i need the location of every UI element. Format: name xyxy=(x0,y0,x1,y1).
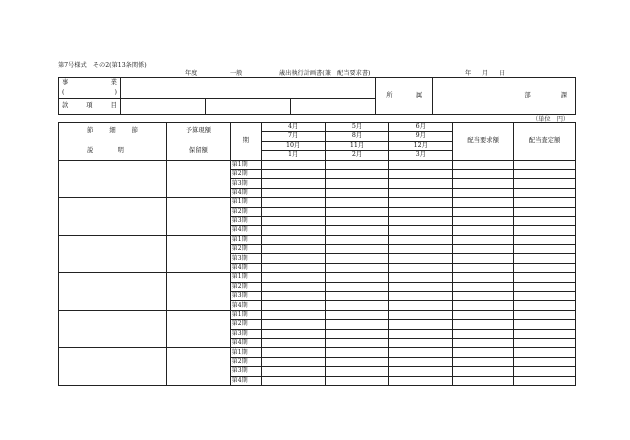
fiscal-year-label: 年度 xyxy=(185,70,198,77)
amount-cell xyxy=(261,310,325,319)
unit-label: （単位 円） xyxy=(532,116,570,123)
period-label: 第3期 xyxy=(230,254,261,263)
month-cell: 11月 xyxy=(325,141,389,150)
form-label: 第7号様式 その2(第13条関係) xyxy=(58,62,147,69)
amount-cell xyxy=(261,338,325,347)
amount-cell xyxy=(514,169,576,178)
period-label: 第1期 xyxy=(230,310,261,319)
period-label: 第4期 xyxy=(230,226,261,235)
setsu-cell xyxy=(59,198,167,236)
document-title: 歳出執行計画書(兼 配当要求書) xyxy=(279,70,371,77)
period-label: 第1期 xyxy=(230,198,261,207)
amount-cell xyxy=(453,376,514,385)
amount-cell xyxy=(325,179,389,188)
period-label: 第2期 xyxy=(230,357,261,366)
amount-cell xyxy=(389,235,453,244)
amount-cell xyxy=(514,282,576,291)
period-label: 第3期 xyxy=(230,216,261,225)
period-label: 第2期 xyxy=(230,245,261,254)
amount-cell xyxy=(261,367,325,376)
amount-cell xyxy=(389,310,453,319)
amount-cell xyxy=(389,169,453,178)
amount-cell xyxy=(453,179,514,188)
amount-cell xyxy=(389,338,453,347)
amount-cell xyxy=(389,273,453,282)
amount-cell xyxy=(514,263,576,272)
execution-plan-table xyxy=(58,122,576,386)
amount-cell xyxy=(261,235,325,244)
month-cell: 10月 xyxy=(261,141,325,150)
amount-cell xyxy=(453,301,514,310)
col-setsu-setsumei: 節 細 節 説 明 xyxy=(59,123,167,161)
amount-cell xyxy=(453,235,514,244)
amount-cell xyxy=(389,376,453,385)
period-label: 第2期 xyxy=(230,320,261,329)
amount-cell xyxy=(261,376,325,385)
amount-cell xyxy=(261,301,325,310)
amount-cell xyxy=(453,320,514,329)
col-yosan-horyu: 予算現額 保留額 xyxy=(166,123,230,161)
amount-cell xyxy=(261,282,325,291)
amount-cell xyxy=(325,292,389,301)
amount-cell xyxy=(325,376,389,385)
table-row xyxy=(59,310,576,319)
amount-cell xyxy=(261,160,325,169)
shozoku-value: 部 課 xyxy=(433,78,576,115)
account-category: 一般 xyxy=(230,70,243,77)
amount-cell xyxy=(325,254,389,263)
period-label: 第4期 xyxy=(230,338,261,347)
amount-cell xyxy=(453,367,514,376)
period-label: 第4期 xyxy=(230,301,261,310)
amount-cell xyxy=(389,226,453,235)
amount-cell xyxy=(453,188,514,197)
amount-cell xyxy=(514,329,576,338)
setsu-cell xyxy=(59,235,167,273)
month-cell: 3月 xyxy=(389,151,453,160)
table-row xyxy=(59,348,576,357)
amount-cell xyxy=(389,329,453,338)
period-label: 第4期 xyxy=(230,376,261,385)
amount-cell xyxy=(514,320,576,329)
amount-cell xyxy=(261,273,325,282)
period-label: 第3期 xyxy=(230,179,261,188)
month-cell: 2月 xyxy=(325,151,389,160)
month-cell: 12月 xyxy=(389,141,453,150)
yosan-cell xyxy=(166,273,230,311)
amount-cell xyxy=(389,357,453,366)
date-month: 月 xyxy=(482,70,489,77)
amount-cell xyxy=(514,367,576,376)
amount-cell xyxy=(514,235,576,244)
amount-cell xyxy=(514,245,576,254)
date-day: 日 xyxy=(499,70,506,77)
yosan-cell xyxy=(166,198,230,236)
period-label: 第2期 xyxy=(230,282,261,291)
jigyo-label-top: 事 業 xyxy=(59,78,121,89)
amount-cell xyxy=(325,169,389,178)
amount-cell xyxy=(514,338,576,347)
amount-cell xyxy=(514,179,576,188)
yosan-cell xyxy=(166,160,230,198)
amount-cell xyxy=(514,292,576,301)
jigyo-value xyxy=(120,78,375,89)
amount-cell xyxy=(514,216,576,225)
header-info-table xyxy=(58,77,576,115)
amount-cell xyxy=(514,254,576,263)
month-cell: 1月 xyxy=(261,151,325,160)
amount-cell xyxy=(389,301,453,310)
amount-cell xyxy=(261,329,325,338)
amount-cell xyxy=(514,198,576,207)
amount-cell xyxy=(261,226,325,235)
setsu-cell xyxy=(59,310,167,348)
amount-cell xyxy=(389,216,453,225)
amount-cell xyxy=(389,245,453,254)
amount-cell xyxy=(453,245,514,254)
amount-cell xyxy=(325,329,389,338)
amount-cell xyxy=(453,310,514,319)
table-row xyxy=(59,160,576,169)
moku-value xyxy=(291,99,376,115)
amount-cell xyxy=(453,198,514,207)
amount-cell xyxy=(389,160,453,169)
amount-cell xyxy=(514,301,576,310)
amount-cell xyxy=(514,273,576,282)
month-cell: 5月 xyxy=(325,123,389,132)
amount-cell xyxy=(325,301,389,310)
amount-cell xyxy=(325,207,389,216)
amount-cell xyxy=(453,226,514,235)
amount-cell xyxy=(261,254,325,263)
amount-cell xyxy=(514,357,576,366)
amount-cell xyxy=(325,160,389,169)
amount-cell xyxy=(514,207,576,216)
kan-value xyxy=(120,99,205,115)
amount-cell xyxy=(261,188,325,197)
amount-cell xyxy=(389,198,453,207)
amount-cell xyxy=(325,310,389,319)
amount-cell xyxy=(261,263,325,272)
col-ki: 期 xyxy=(230,123,261,161)
amount-cell xyxy=(453,207,514,216)
amount-cell xyxy=(389,320,453,329)
amount-cell xyxy=(325,245,389,254)
month-cell: 4月 xyxy=(261,123,325,132)
amount-cell xyxy=(325,273,389,282)
amount-cell xyxy=(514,160,576,169)
period-label: 第2期 xyxy=(230,207,261,216)
amount-cell xyxy=(325,338,389,347)
amount-cell xyxy=(453,348,514,357)
period-label: 第1期 xyxy=(230,273,261,282)
period-label: 第2期 xyxy=(230,169,261,178)
amount-cell xyxy=(453,338,514,347)
period-label: 第1期 xyxy=(230,235,261,244)
period-label: 第3期 xyxy=(230,329,261,338)
amount-cell xyxy=(261,198,325,207)
yosan-cell xyxy=(166,310,230,348)
amount-cell xyxy=(453,254,514,263)
amount-cell xyxy=(325,235,389,244)
amount-cell xyxy=(453,216,514,225)
table-row xyxy=(59,198,576,207)
period-label: 第3期 xyxy=(230,292,261,301)
amount-cell xyxy=(453,282,514,291)
amount-cell xyxy=(325,357,389,366)
month-cell: 7月 xyxy=(261,132,325,141)
amount-cell xyxy=(514,226,576,235)
period-label: 第1期 xyxy=(230,160,261,169)
amount-cell xyxy=(261,216,325,225)
month-cell: 6月 xyxy=(389,123,453,132)
setsu-cell xyxy=(59,348,167,386)
amount-cell xyxy=(325,320,389,329)
setsu-cell xyxy=(59,160,167,198)
yosan-cell xyxy=(166,235,230,273)
amount-cell xyxy=(261,292,325,301)
amount-cell xyxy=(514,188,576,197)
amount-cell xyxy=(261,245,325,254)
amount-cell xyxy=(389,292,453,301)
amount-cell xyxy=(261,357,325,366)
amount-cell xyxy=(325,216,389,225)
month-cell: 8月 xyxy=(325,132,389,141)
amount-cell xyxy=(453,273,514,282)
amount-cell xyxy=(389,188,453,197)
yosan-cell xyxy=(166,348,230,386)
period-label: 第3期 xyxy=(230,367,261,376)
amount-cell xyxy=(453,160,514,169)
amount-cell xyxy=(325,198,389,207)
amount-cell xyxy=(389,207,453,216)
kanmoku-label: 款 項 目 xyxy=(59,99,121,115)
amount-cell xyxy=(325,367,389,376)
col-haito-satei: 配当査定額 xyxy=(514,123,576,161)
period-label: 第4期 xyxy=(230,188,261,197)
amount-cell xyxy=(453,357,514,366)
amount-cell xyxy=(325,263,389,272)
amount-cell xyxy=(389,348,453,357)
amount-cell xyxy=(261,169,325,178)
amount-cell xyxy=(261,179,325,188)
table-row xyxy=(59,273,576,282)
amount-cell xyxy=(389,367,453,376)
setsu-cell xyxy=(59,273,167,311)
amount-cell xyxy=(325,226,389,235)
amount-cell xyxy=(325,282,389,291)
amount-cell xyxy=(453,292,514,301)
amount-cell xyxy=(514,348,576,357)
amount-cell xyxy=(325,188,389,197)
col-haito-yokyu: 配当要求額 xyxy=(453,123,514,161)
amount-cell xyxy=(389,263,453,272)
amount-cell xyxy=(389,179,453,188)
amount-cell xyxy=(325,348,389,357)
amount-cell xyxy=(453,329,514,338)
amount-cell xyxy=(261,207,325,216)
period-label: 第4期 xyxy=(230,263,261,272)
kou-value xyxy=(205,99,291,115)
amount-cell xyxy=(389,282,453,291)
month-cell: 9月 xyxy=(389,132,453,141)
amount-cell xyxy=(261,348,325,357)
amount-cell xyxy=(389,254,453,263)
date-year: 年 xyxy=(465,70,472,77)
amount-cell xyxy=(453,169,514,178)
amount-cell xyxy=(261,320,325,329)
amount-cell xyxy=(453,263,514,272)
shozoku-label: 所 属 xyxy=(376,78,433,115)
jigyo-label-paren: ( ) xyxy=(59,88,121,99)
amount-cell xyxy=(514,376,576,385)
amount-cell xyxy=(514,310,576,319)
table-row xyxy=(59,235,576,244)
period-label: 第1期 xyxy=(230,348,261,357)
